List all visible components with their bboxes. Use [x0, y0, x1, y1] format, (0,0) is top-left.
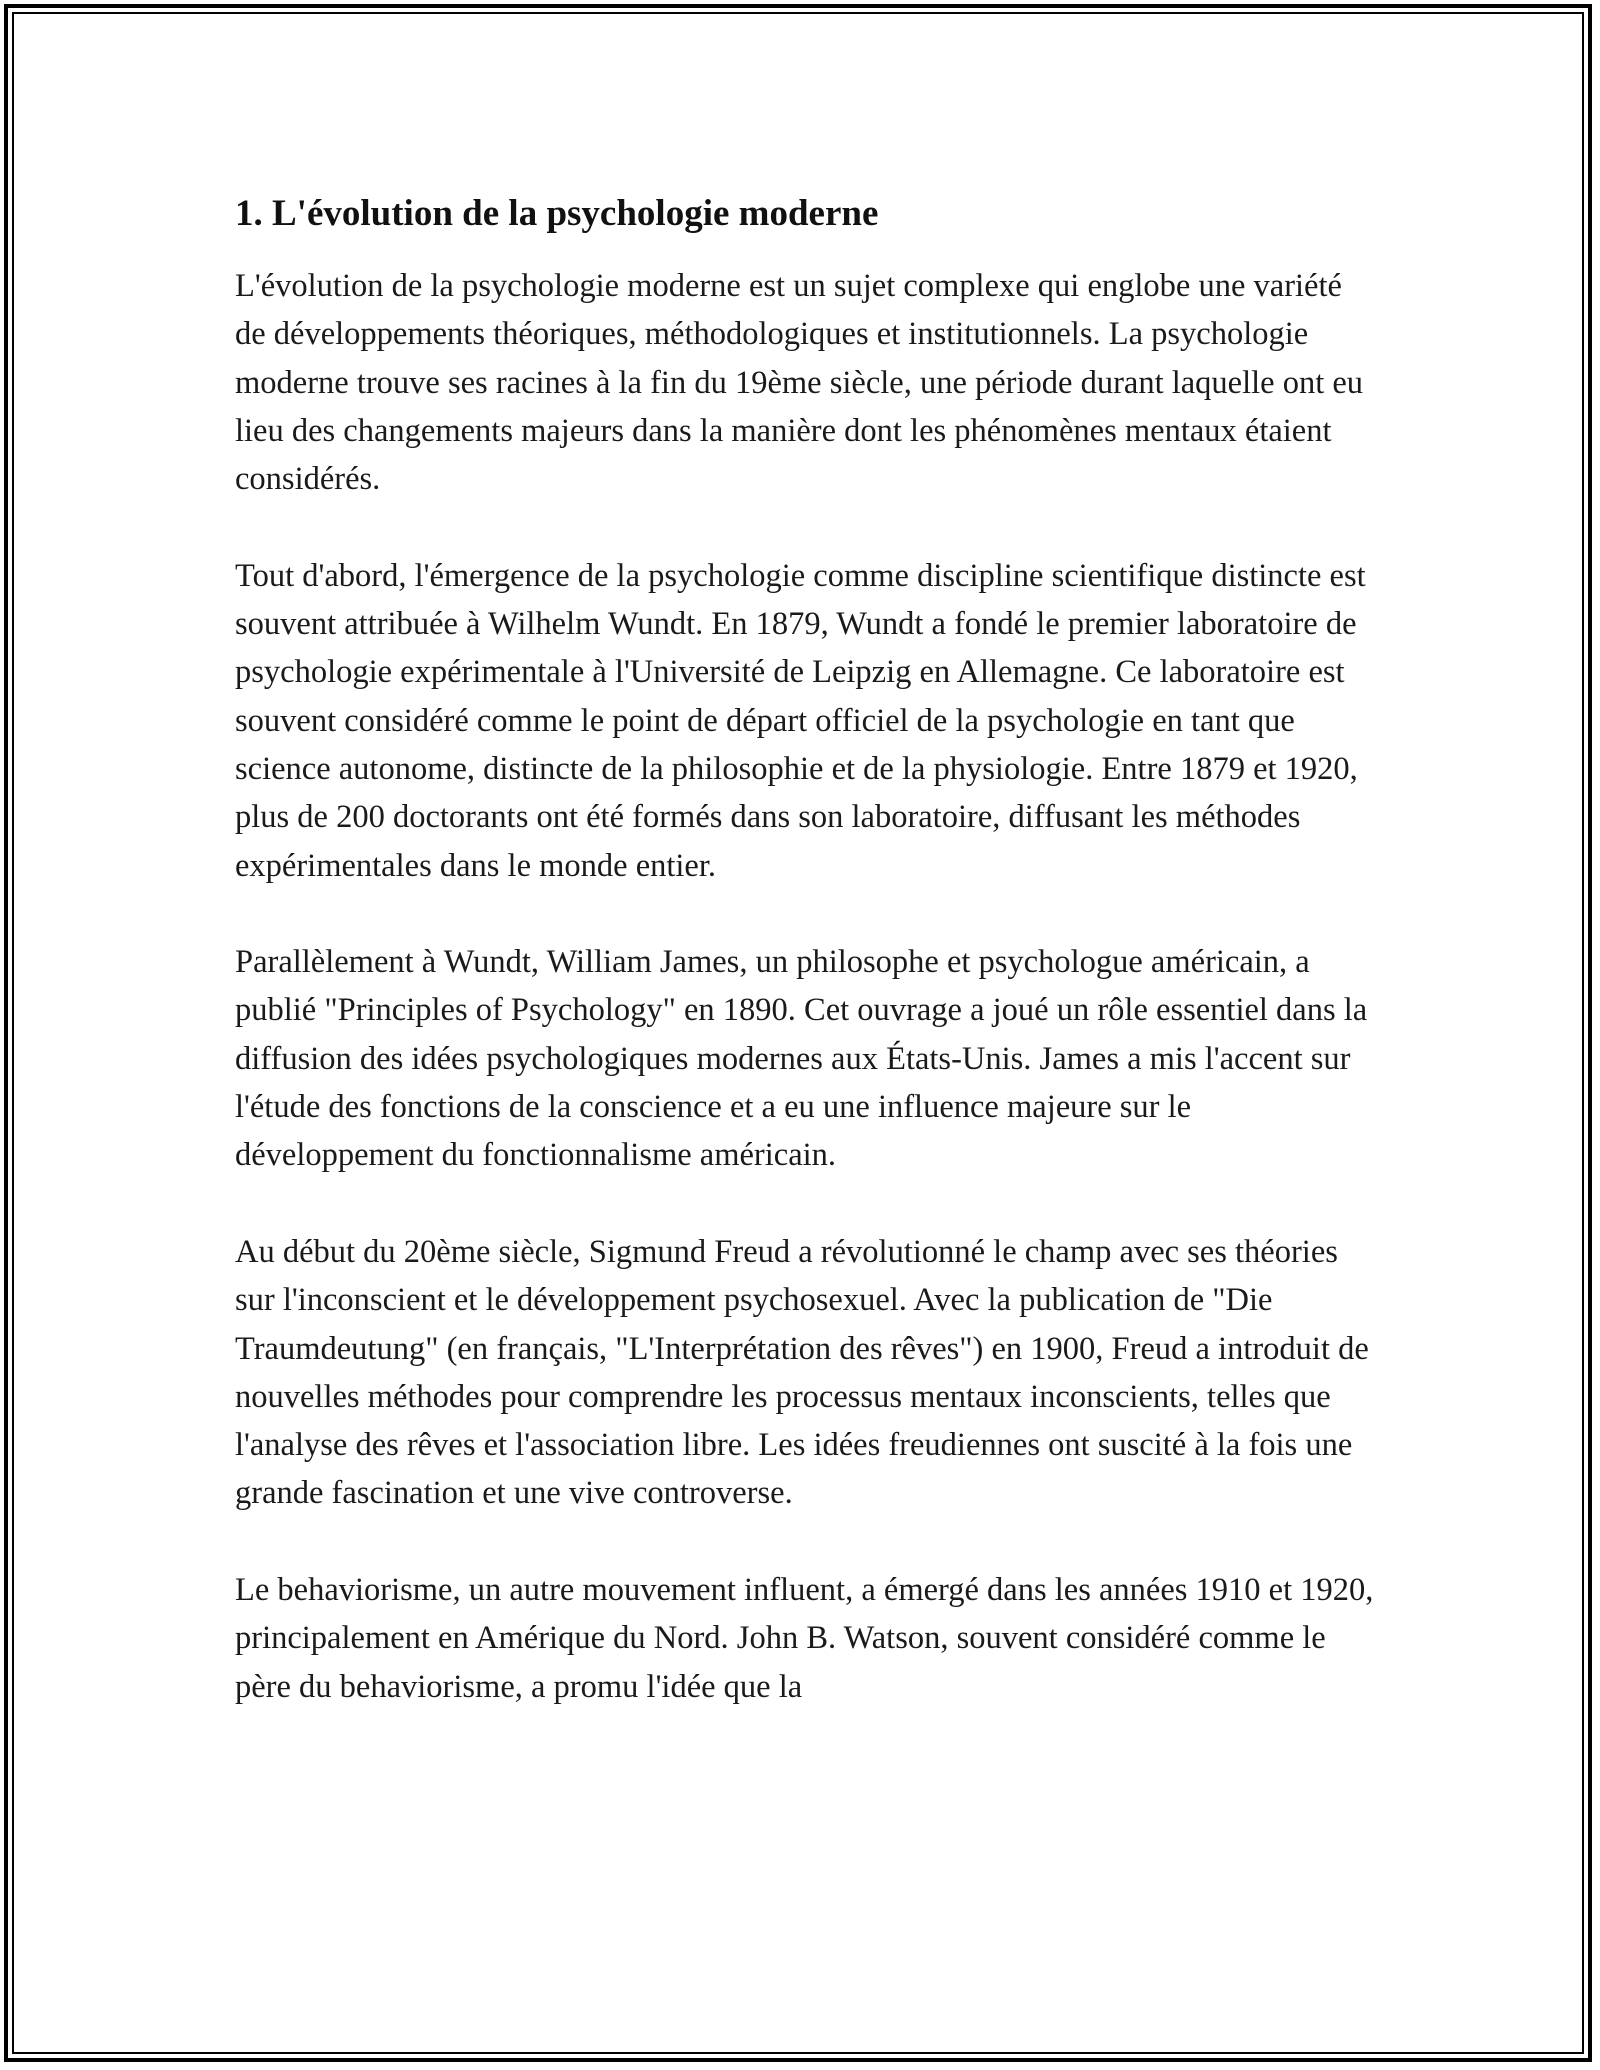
document-body [235, 186, 1375, 1711]
paragraph-behaviorism: Le behaviorisme, un autre mouvement influent, a émergé dans les années 1910 et 1920, principalement en Amérique du Nord. John B. Watson, souvent considéré comme le père du behaviorisme, a promu l'idée que la [235, 1572, 1374, 1705]
paragraph-freud: Au début du 20ème siècle, Sigmund Freud a révolutionné le champ avec ses théories sur l'inconscient et le développement psychosexuel. Avec la publication de "Die Traumdeutung" (en français, "L'Interprétation des rêves") en 1900, Freud a introduit de nouvelles méthodes pour comprendre les processus mentaux inconscients, telles que l'analyse des rêves et l'association libre. Les idées freudiennes ont suscité à la fois une grande fascination et une vive controverse. [235, 1233, 1369, 1512]
paragraph-james: Parallèlement à Wundt, William James, un philosophe et psychologue américain, a publié "Principles of Psychology" en 1890. Cet ouvrage a joué un rôle essentiel dans la diffusion des idées psychologiques modernes aux États-Unis. James a mis l'accent sur l'étude des fonctions de la conscience et a eu une influence majeure sur le développement du fonctionnalisme américain. [235, 944, 1368, 1174]
paragraph-wundt: Tout d'abord, l'émergence de la psychologie comme discipline scientifique distincte est souvent attribuée à Wilhelm Wundt. En 1879, Wundt a fondé le premier laboratoire de psychologie expérimentale à l'Université de Leipzig en Allemagne. Ce laboratoire est souvent considéré comme le point de départ officiel de la psychologie en tant que science autonome, distincte de la philosophie et de la physiologie. Entre 1879 et 1920, plus de 200 doctorants ont été formés dans son laboratoire, diffusant les méthodes expérimentales dans le monde entier. [235, 557, 1366, 884]
section-title: 1. L'évolution de la psychologie moderne [235, 193, 879, 234]
paragraph-intro: L'évolution de la psychologie moderne est un sujet complexe qui englobe une variété de développements théoriques, méthodologiques et institutionnels. La psychologie moderne trouve ses racines à la fin du 19ème siècle, une période durant laquelle ont eu lieu des changements majeurs dans la manière dont les phénomènes mentaux étaient considérés. [235, 268, 1364, 498]
